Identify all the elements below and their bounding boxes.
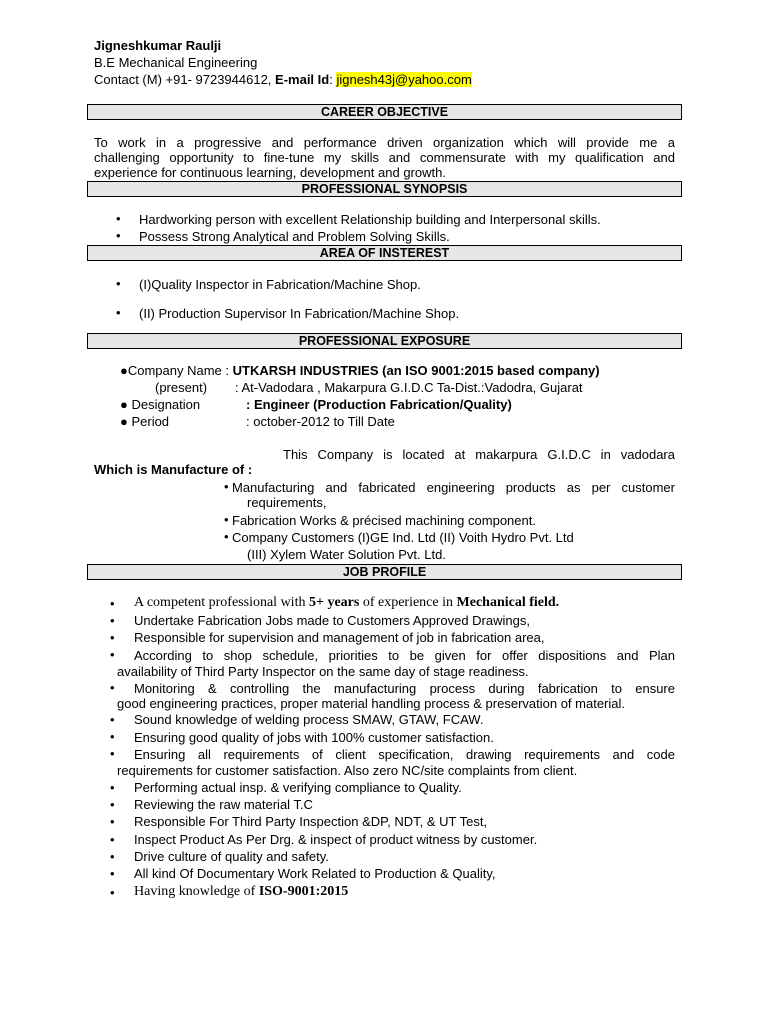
- job-item-cont: availability of Third Party Inspector on the same day of stage readiness.: [117, 664, 529, 679]
- contact-line: [94, 72, 472, 88]
- job-item: Ensuring good quality of jobs with 100% customer satisfaction.: [134, 730, 494, 745]
- interest-item: (II) Production Supervisor In Fabrication/Machine Shop.: [139, 306, 460, 321]
- job-item: Monitoring & controlling the manufacturing process during fabrication to ensure: [134, 681, 675, 696]
- bullet: •: [110, 613, 115, 628]
- manufacture-item-3: Company Customers (I)GE Ind. Ltd (II) Voith Hydro Pvt. Ltd: [232, 530, 574, 545]
- company-label: ●Company Name :: [120, 363, 233, 378]
- bullet: •: [110, 849, 115, 864]
- period-value: : october-2012 to Till Date: [246, 414, 395, 429]
- designation-value: : Engineer (Production Fabrication/Quality): [246, 397, 512, 412]
- company-line: [120, 363, 600, 379]
- job-item-cont: requirements for customer satisfaction. Also zero NC/site complaints from client.: [117, 763, 578, 778]
- job-item: Undertake Fabrication Jobs made to Customers Approved Drawings,: [134, 613, 530, 628]
- bullet: •: [110, 885, 115, 900]
- period-label: ● Period: [120, 414, 170, 429]
- synopsis-item: Hardworking person with excellent Relationship building and Interpersonal skills.: [139, 212, 601, 227]
- job-item: Sound knowledge of welding process SMAW, GTAW, FCAW.: [134, 712, 484, 727]
- degree: B.E Mechanical Engineering: [94, 55, 258, 70]
- company-name: UTKARSH INDUSTRIES (an ISO 9001:2015 based company): [232, 363, 600, 378]
- section-professional-synopsis: PROFESSIONAL SYNOPSIS: [87, 181, 682, 197]
- job-item: Responsible For Third Party Inspection &DP, NDT, & UT Test,: [134, 814, 488, 829]
- job-item: Drive culture of quality and safety.: [134, 849, 329, 864]
- manufacture-item-3-cont: (III) Xylem Water Solution Pvt. Ltd.: [247, 547, 446, 562]
- job-item: Responsible for supervision and management of job in fabrication area,: [134, 630, 545, 645]
- bullet: •: [110, 814, 115, 829]
- synopsis-item: Possess Strong Analytical and Problem Solving Skills.: [139, 229, 450, 244]
- bullet: •: [224, 479, 229, 494]
- job-item-cont: good engineering practices, proper material handling process & preservation of material.: [117, 696, 626, 711]
- manufacture-item-1: Manufacturing and fabricated engineering products as per customer: [232, 480, 675, 495]
- job-text: of experience in: [359, 595, 457, 610]
- manufacture-heading: Which is Manufacture of :: [94, 462, 253, 477]
- job-text: Having knowledge of: [134, 884, 259, 899]
- email-address[interactable]: jignesh43j@yahoo.com: [336, 72, 472, 87]
- iso-standard: ISO-9001:2015: [258, 884, 349, 899]
- job-item: Performing actual insp. & verifying compliance to Quality.: [134, 780, 462, 795]
- job-item: Inspect Product As Per Drg. & inspect of product witness by customer.: [134, 832, 538, 847]
- contact-phone: Contact (M) +91- 9723944612,: [94, 72, 276, 87]
- bullet: •: [110, 680, 115, 695]
- present-label: (present): [155, 380, 208, 395]
- section-career-objective: CAREER OBJECTIVE: [87, 104, 682, 120]
- bullet: •: [224, 529, 229, 544]
- bullet: •: [110, 746, 115, 761]
- bullet: •: [110, 647, 115, 662]
- job-item: According to shop schedule, priorities to be given for offer dispositions and Plan: [134, 648, 675, 663]
- bullet: •: [110, 832, 115, 847]
- job-field: Mechanical field.: [456, 595, 560, 610]
- manufacture-item-2: Fabrication Works & précised machining component.: [232, 513, 536, 528]
- job-item: All kind Of Documentary Work Related to Production & Quality,: [134, 866, 496, 881]
- job-years: 5+ years: [308, 595, 360, 610]
- interest-item: (I)Quality Inspector in Fabrication/Machine Shop.: [139, 277, 421, 292]
- bullet: •: [110, 596, 115, 611]
- job-item-experience: [134, 595, 559, 611]
- job-item-iso: [134, 884, 348, 900]
- designation-label: ● Designation: [120, 397, 201, 412]
- section-area-of-interest: AREA OF INSTEREST: [87, 245, 682, 261]
- job-text: A competent professional with: [134, 595, 309, 610]
- objective-line-2: challenging opportunity to fine-tune my skills and commensurate with my qualification and: [94, 150, 675, 165]
- bullet: •: [110, 780, 115, 795]
- job-item: Reviewing the raw material T.C: [134, 797, 313, 812]
- section-job-profile: JOB PROFILE: [87, 564, 682, 580]
- company-location: This Company is located at makarpura G.I.D.C in vadodara: [283, 447, 675, 462]
- bullet: •: [110, 729, 115, 744]
- bullet: •: [116, 228, 121, 243]
- email-label: E-mail Id: [275, 72, 330, 87]
- bullet: •: [110, 630, 115, 645]
- bullet: •: [110, 797, 115, 812]
- bullet: •: [116, 276, 121, 291]
- bullet: •: [110, 712, 115, 727]
- manufacture-item-1-cont: requirements,: [247, 495, 327, 510]
- bullet: •: [116, 305, 121, 320]
- email-colon: :: [329, 72, 337, 87]
- bullet: •: [116, 211, 121, 226]
- bullet: •: [110, 866, 115, 881]
- present-address: : At-Vadodara , Makarpura G.I.D.C Ta-Dist.:Vadodra, Gujarat: [235, 380, 583, 395]
- objective-line-1: To work in a progressive and performance driven organization which will provide me a: [94, 135, 675, 150]
- section-professional-exposure: PROFESSIONAL EXPOSURE: [87, 333, 682, 349]
- objective-line-3: experience for continuous learning, development and growth.: [94, 165, 446, 180]
- bullet: •: [224, 512, 229, 527]
- candidate-name: Jigneshkumar Raulji: [94, 38, 222, 53]
- job-item: Ensuring all requirements of client specification, drawing requirements and code: [134, 747, 675, 762]
